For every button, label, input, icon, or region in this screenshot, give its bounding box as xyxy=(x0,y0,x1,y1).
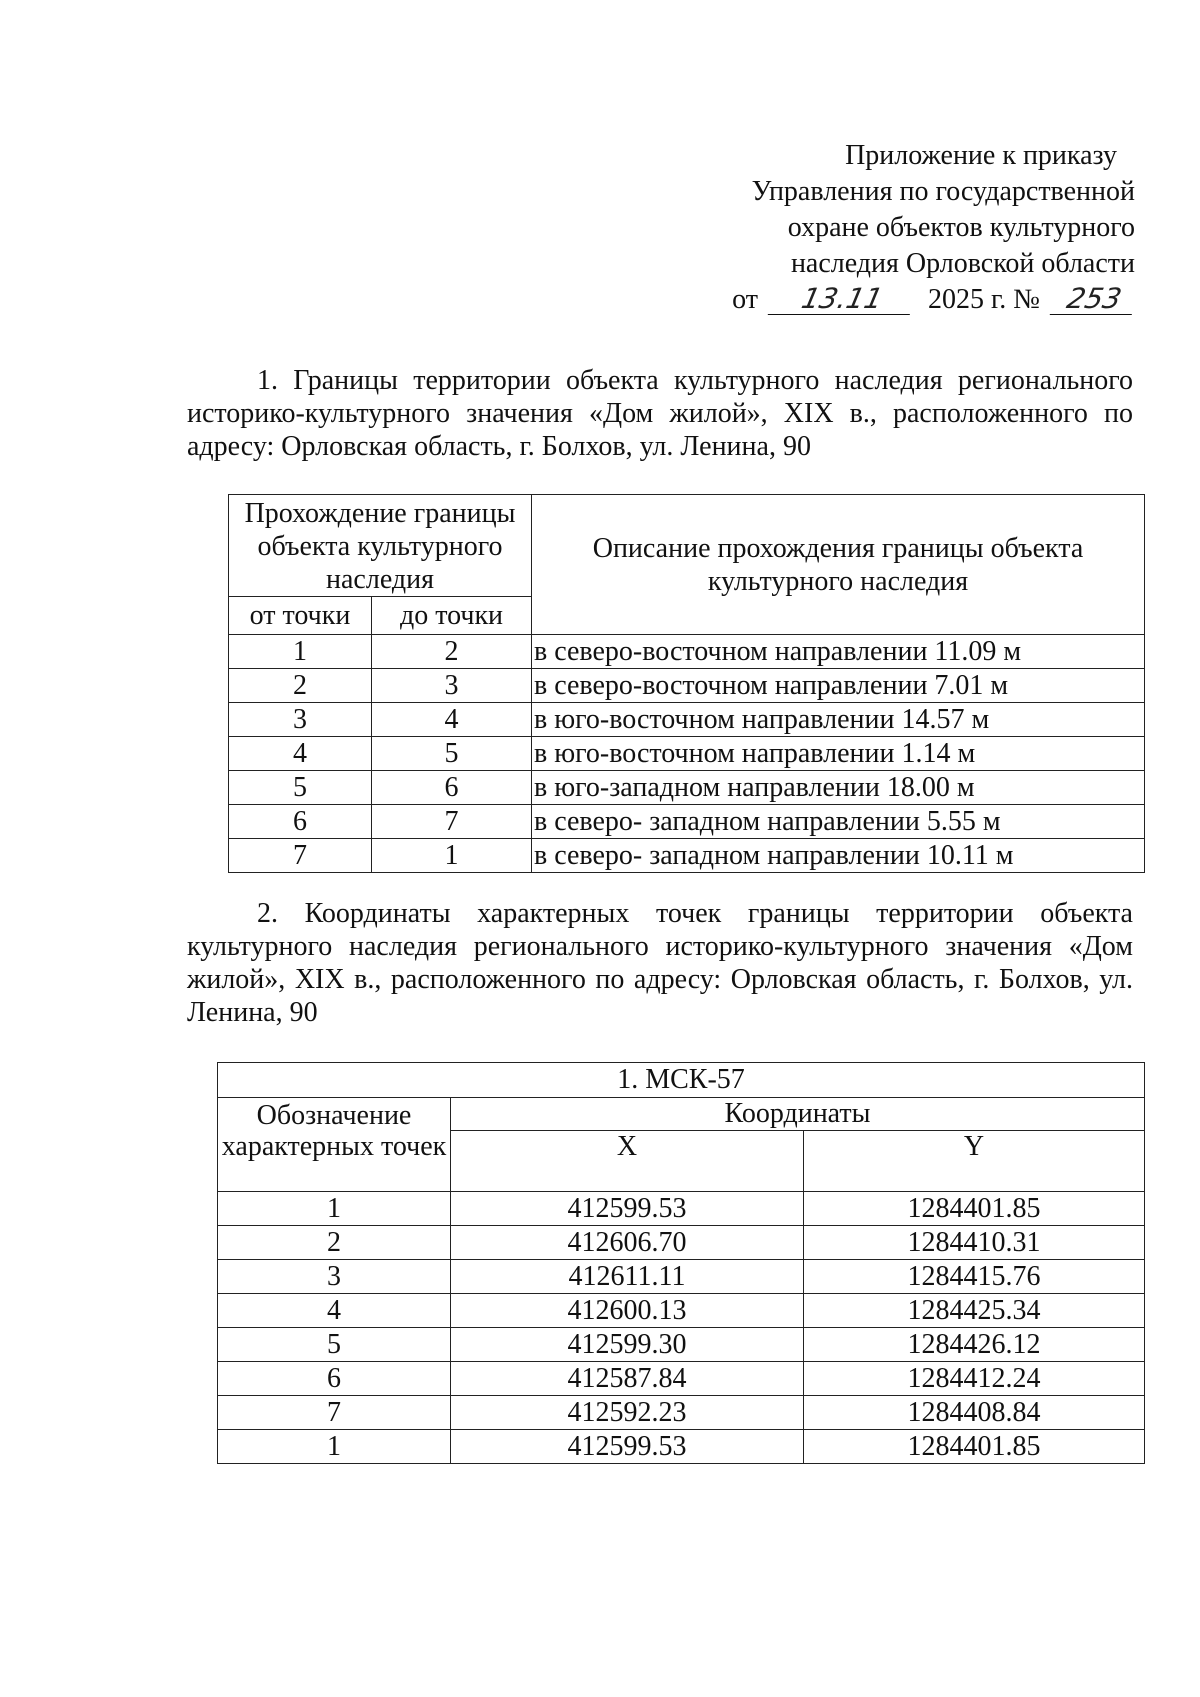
table-row xyxy=(229,669,1145,703)
section-2-body: 2. Координаты характерных точек границы территории объекта культурного наследия регионального историко-культурного значения «Дом жилой», XIX в., расположенного по адресу: Орловская область, г. Болхов, ул. Ленина, 90 xyxy=(187,898,1133,1028)
table-row xyxy=(218,1226,1145,1260)
coord-x: 412592.23 xyxy=(451,1396,804,1430)
header-x: X xyxy=(451,1131,804,1192)
order-date-number-line xyxy=(615,282,1135,318)
header-to-point: до точки xyxy=(372,597,532,635)
coord-y: 1284412.24 xyxy=(804,1362,1145,1396)
header-passage: Прохождение границы объекта культурного наследия xyxy=(229,495,532,597)
table2-system-row xyxy=(218,1063,1145,1098)
coord-y: 1284425.34 xyxy=(804,1294,1145,1328)
header-points: Обозначение характерных точек xyxy=(218,1098,451,1192)
coord-x: 412606.70 xyxy=(451,1226,804,1260)
header-coordinates: Координаты xyxy=(451,1098,1145,1131)
header-y: Y xyxy=(804,1131,1145,1192)
header-line-1: Приложение к приказу xyxy=(845,140,1117,171)
point-label: 7 xyxy=(218,1396,451,1430)
from-point: 1 xyxy=(229,635,372,669)
section-1-body: 1. Границы территории объекта культурного наследия регионального историко-культурного значения «Дом жилой», XIX в., расположенного по адресу: Орловская область, г. Болхов, ул. Ленина, 90 xyxy=(187,365,1133,462)
table-row xyxy=(218,1192,1145,1226)
appendix-header xyxy=(615,138,1135,318)
header-line-2: Управления по государственной xyxy=(751,176,1135,207)
coord-x: 412599.53 xyxy=(451,1192,804,1226)
point-label: 3 xyxy=(218,1260,451,1294)
to-point: 5 xyxy=(372,737,532,771)
table-row xyxy=(229,703,1145,737)
table-row xyxy=(218,1430,1145,1464)
coord-x: 412611.11 xyxy=(451,1260,804,1294)
coord-y: 1284426.12 xyxy=(804,1328,1145,1362)
passage-description: в юго-восточном направлении 14.57 м xyxy=(532,703,1145,737)
from-point: 7 xyxy=(229,839,372,873)
to-point: 3 xyxy=(372,669,532,703)
passage-description: в северо-восточном направлении 7.01 м xyxy=(532,669,1145,703)
table1-header-row xyxy=(229,495,1145,597)
from-label: от xyxy=(732,284,758,315)
header-line-3: охране объектов культурного xyxy=(787,212,1135,243)
handwritten-order-number: 253 xyxy=(1050,284,1139,315)
table-row xyxy=(229,839,1145,873)
point-label: 4 xyxy=(218,1294,451,1328)
coord-y: 1284415.76 xyxy=(804,1260,1145,1294)
point-label: 2 xyxy=(218,1226,451,1260)
coord-x: 412599.30 xyxy=(451,1328,804,1362)
passage-description: в северо- западном направлении 5.55 м xyxy=(532,805,1145,839)
point-label: 6 xyxy=(218,1362,451,1396)
table-row xyxy=(229,737,1145,771)
table-row xyxy=(229,805,1145,839)
from-point: 5 xyxy=(229,771,372,805)
to-point: 7 xyxy=(372,805,532,839)
header-line-4: наследия Орловской области xyxy=(790,248,1135,279)
to-point: 1 xyxy=(372,839,532,873)
section-2-text xyxy=(187,897,1133,1029)
table-row xyxy=(218,1396,1145,1430)
point-label: 1 xyxy=(218,1192,451,1226)
passage-description: в северо-восточном направлении 11.09 м xyxy=(532,635,1145,669)
from-point: 4 xyxy=(229,737,372,771)
table-row xyxy=(218,1362,1145,1396)
coord-x: 412599.53 xyxy=(451,1430,804,1464)
from-point: 6 xyxy=(229,805,372,839)
coordinates-table xyxy=(217,1062,1145,1464)
coord-y: 1284401.85 xyxy=(804,1430,1145,1464)
coord-y: 1284401.85 xyxy=(804,1192,1145,1226)
coord-y: 1284408.84 xyxy=(804,1396,1145,1430)
coord-x: 412587.84 xyxy=(451,1362,804,1396)
to-point: 2 xyxy=(372,635,532,669)
passage-description: в северо- западном направлении 10.11 м xyxy=(532,839,1145,873)
table-row xyxy=(229,771,1145,805)
handwritten-date: 13.11 xyxy=(768,284,917,315)
to-point: 4 xyxy=(372,703,532,737)
coord-y: 1284410.31 xyxy=(804,1226,1145,1260)
table2-header-row xyxy=(218,1098,1145,1131)
passage-description: в юго-восточном направлении 1.14 м xyxy=(532,737,1145,771)
table-row xyxy=(218,1294,1145,1328)
point-label: 1 xyxy=(218,1430,451,1464)
coord-x: 412600.13 xyxy=(451,1294,804,1328)
to-point: 6 xyxy=(372,771,532,805)
coordinate-system: 1. МСК-57 xyxy=(218,1063,1145,1098)
header-from-point: от точки xyxy=(229,597,372,635)
passage-description: в юго-западном направлении 18.00 м xyxy=(532,771,1145,805)
from-point: 3 xyxy=(229,703,372,737)
boundary-passage-table xyxy=(228,494,1145,873)
year-label: 2025 г. № xyxy=(927,284,1040,315)
point-label: 5 xyxy=(218,1328,451,1362)
table-row xyxy=(229,635,1145,669)
section-1-text xyxy=(187,364,1133,463)
from-point: 2 xyxy=(229,669,372,703)
table-row xyxy=(218,1260,1145,1294)
table-row xyxy=(218,1328,1145,1362)
header-description: Описание прохождения границы объекта культурного наследия xyxy=(532,495,1145,635)
